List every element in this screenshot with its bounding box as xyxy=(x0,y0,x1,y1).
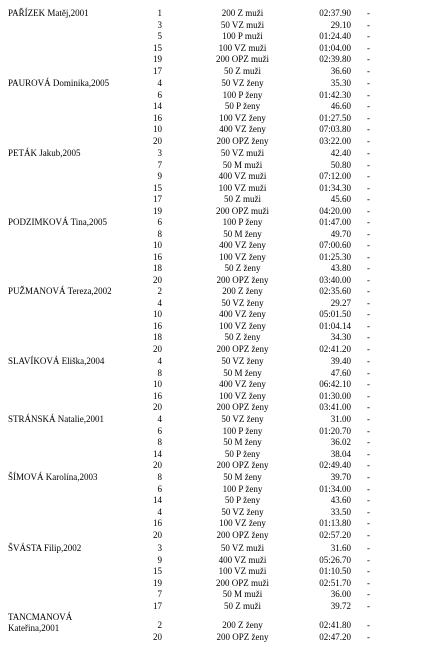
event-number: 6 xyxy=(157,89,162,100)
entry-mark: - xyxy=(367,42,370,53)
entry-mark: - xyxy=(367,31,370,42)
entry-time: 03:41.00 xyxy=(319,402,351,413)
event-name: 200 OPZ ženy xyxy=(216,135,269,146)
entry-mark: - xyxy=(367,240,370,251)
entry-time: 50.80 xyxy=(330,159,351,170)
event-name: 400 VZ muži xyxy=(218,171,267,182)
event-name: 400 VZ ženy xyxy=(219,240,266,251)
entry-mark: - xyxy=(367,332,370,343)
event-number: 20 xyxy=(153,529,162,540)
entry-mark: - xyxy=(367,135,370,146)
entry-mark: - xyxy=(367,506,370,517)
entry-mark: - xyxy=(367,89,370,100)
event-name: 50 M ženy xyxy=(223,472,262,482)
entry-row xyxy=(0,391,446,402)
event-name: 100 P muži xyxy=(222,31,263,42)
event-name: 50 P ženy xyxy=(224,495,261,506)
entry-time: 02:41.80 xyxy=(319,620,351,630)
event-number: 6 xyxy=(157,217,162,227)
event-number: 16 xyxy=(153,390,162,401)
entry-row xyxy=(0,566,446,577)
athlete-name: PAŘÍZEK Matěj,2001 xyxy=(8,8,89,18)
event-number: 14 xyxy=(153,448,162,459)
entry-row xyxy=(0,620,446,631)
event-name: 200 OPZ ženy xyxy=(216,402,269,413)
event-name: 50 P ženy xyxy=(224,448,261,459)
event-name: 200 OPZ ženy xyxy=(216,529,269,540)
athlete-name: STRÁNSKÁ Natalie,2001 xyxy=(8,414,104,424)
entry-time: 04:20.00 xyxy=(319,205,351,216)
event-number: 4 xyxy=(157,506,162,517)
entry-time: 07:00.60 xyxy=(319,240,351,251)
entry-mark: - xyxy=(367,518,370,529)
athlete-block xyxy=(0,148,446,221)
entry-time: 33.50 xyxy=(330,506,351,517)
athlete-name: ŠVÁSTA Filip,2002 xyxy=(8,543,82,553)
entry-row xyxy=(0,530,446,541)
event-number: 16 xyxy=(153,251,162,262)
entry-mark: - xyxy=(367,367,370,378)
entry-row xyxy=(0,54,446,65)
entry-time: 49.70 xyxy=(330,228,351,239)
entry-time: 36.00 xyxy=(330,589,351,600)
entry-time: 46.60 xyxy=(330,101,351,112)
entry-mark: - xyxy=(367,112,370,123)
entry-time: 47.60 xyxy=(330,367,351,378)
entry-mark: - xyxy=(367,343,370,354)
event-number: 7 xyxy=(157,159,162,170)
entry-mark: - xyxy=(367,600,370,611)
entry-row xyxy=(0,460,446,471)
entry-row xyxy=(0,217,446,228)
entry-row xyxy=(0,601,446,612)
entry-row xyxy=(0,379,446,390)
entry-mark: - xyxy=(367,543,370,553)
entry-time: 03:22.00 xyxy=(319,135,351,146)
event-number: 19 xyxy=(153,577,162,588)
entry-mark: - xyxy=(367,309,370,320)
event-name: 100 P ženy xyxy=(222,483,263,494)
entry-mark: - xyxy=(367,78,370,88)
event-name: 50 Z ženy xyxy=(224,332,261,343)
event-number: 6 xyxy=(157,483,162,494)
entry-time: 07:03.80 xyxy=(319,124,351,135)
entry-time: 01:30.00 xyxy=(319,390,351,401)
entry-row xyxy=(0,356,446,367)
event-number: 3 xyxy=(157,148,162,158)
event-name: 100 VZ ženy xyxy=(219,320,266,331)
entry-row xyxy=(0,194,446,205)
event-number: 3 xyxy=(157,543,162,553)
event-name: 100 VZ ženy xyxy=(219,390,266,401)
entry-time: 29.27 xyxy=(330,297,351,308)
entry-mark: - xyxy=(367,19,370,30)
event-number: 17 xyxy=(153,600,162,611)
event-name: 50 M ženy xyxy=(223,367,262,378)
event-name: 50 M muži xyxy=(222,159,263,170)
entry-time: 01:04.00 xyxy=(319,42,351,53)
athlete-name: PAUROVÁ Dominika,2005 xyxy=(8,78,110,88)
entry-mark: - xyxy=(367,251,370,262)
entry-row xyxy=(0,589,446,600)
entry-row xyxy=(0,31,446,42)
athlete-name: ŠÍMOVÁ Karolína,2003 xyxy=(8,472,98,482)
entry-time: 01:10.50 xyxy=(319,566,351,577)
event-name: 100 VZ muži xyxy=(218,42,267,53)
event-number: 20 xyxy=(153,274,162,285)
entry-time: 01:20.70 xyxy=(319,425,351,436)
entry-mark: - xyxy=(367,402,370,413)
athlete-block xyxy=(0,472,446,545)
entry-mark: - xyxy=(367,263,370,274)
entry-mark: - xyxy=(367,228,370,239)
athlete-name: SLAVÍKOVÁ Eliška,2004 xyxy=(8,356,105,366)
entry-row xyxy=(0,252,446,263)
event-name: 50 VZ muži xyxy=(220,543,265,553)
entry-time: 38.04 xyxy=(330,448,351,459)
entry-mark: - xyxy=(367,529,370,540)
entry-mark: - xyxy=(367,390,370,401)
entry-mark: - xyxy=(367,460,370,471)
event-number: 20 xyxy=(153,135,162,146)
event-name: 50 Z muži xyxy=(224,600,261,611)
entry-row xyxy=(0,8,446,19)
entry-mark: - xyxy=(367,620,370,630)
event-name: 50 VZ ženy xyxy=(221,506,264,517)
event-number: 4 xyxy=(157,356,162,366)
event-number: 8 xyxy=(157,228,162,239)
entry-mark: - xyxy=(367,379,370,390)
entry-row xyxy=(0,101,446,112)
athlete-name: TANCMANOVÁ Kateřina,2001 xyxy=(8,612,73,633)
entry-time: 01:13.80 xyxy=(319,518,351,529)
entry-time: 02:41.20 xyxy=(319,343,351,354)
event-number: 5 xyxy=(157,31,162,42)
entry-row xyxy=(0,309,446,320)
athlete-block xyxy=(0,217,446,290)
entry-time: 34.30 xyxy=(330,332,351,343)
event-number: 20 xyxy=(153,343,162,354)
event-name: 50 M muži xyxy=(222,589,263,600)
entry-mark: - xyxy=(367,297,370,308)
entry-time: 02:37.90 xyxy=(319,8,351,18)
event-number: 10 xyxy=(153,309,162,320)
entry-row xyxy=(0,136,446,147)
entry-time: 02:49.40 xyxy=(319,460,351,471)
entry-mark: - xyxy=(367,159,370,170)
entry-time: 01:34.00 xyxy=(319,483,351,494)
entry-row xyxy=(0,484,446,495)
event-number: 8 xyxy=(157,472,162,482)
entry-time: 43.80 xyxy=(330,263,351,274)
entry-time: 31.00 xyxy=(330,414,351,424)
event-name: 100 VZ ženy xyxy=(219,251,266,262)
event-name: 100 P ženy xyxy=(222,217,263,227)
entry-time: 31.60 xyxy=(330,543,351,553)
entry-time: 01:27.50 xyxy=(319,112,351,123)
athlete-name: PUŽMANOVÁ Tereza,2002 xyxy=(8,286,112,296)
entry-row xyxy=(0,66,446,77)
entry-row xyxy=(0,286,446,297)
event-number: 14 xyxy=(153,101,162,112)
event-number: 4 xyxy=(157,297,162,308)
event-number: 16 xyxy=(153,518,162,529)
entry-time: 02:51.70 xyxy=(319,577,351,588)
entry-mark: - xyxy=(367,54,370,65)
entry-row xyxy=(0,298,446,309)
event-number: 18 xyxy=(153,332,162,343)
event-number: 15 xyxy=(153,42,162,53)
event-name: 50 VZ muži xyxy=(220,148,265,158)
event-name: 50 VZ ženy xyxy=(221,356,264,366)
event-name: 400 VZ ženy xyxy=(219,124,266,135)
event-number: 6 xyxy=(157,425,162,436)
event-name: 200 OPZ ženy xyxy=(216,274,269,285)
entry-row xyxy=(0,20,446,31)
entry-time: 02:35.60 xyxy=(319,286,351,296)
entry-row xyxy=(0,113,446,124)
event-number: 20 xyxy=(153,460,162,471)
entry-row xyxy=(0,148,446,159)
event-number: 8 xyxy=(157,437,162,448)
event-number: 10 xyxy=(153,124,162,135)
athlete-block xyxy=(0,543,446,616)
entry-mark: - xyxy=(367,414,370,424)
event-number: 7 xyxy=(157,589,162,600)
event-name: 400 VZ ženy xyxy=(219,309,266,320)
athlete-block xyxy=(0,612,446,647)
event-number: 19 xyxy=(153,54,162,65)
entry-row xyxy=(0,171,446,182)
entry-row xyxy=(0,90,446,101)
event-name: 100 P ženy xyxy=(222,89,263,100)
entry-mark: - xyxy=(367,483,370,494)
event-number: 16 xyxy=(153,112,162,123)
athlete-name: PODZIMKOVÁ Tina,2005 xyxy=(8,217,108,227)
entry-row xyxy=(0,263,446,274)
event-number: 15 xyxy=(153,182,162,193)
event-number: 3 xyxy=(157,19,162,30)
entry-row xyxy=(0,555,446,566)
event-name: 50 VZ ženy xyxy=(221,414,264,424)
event-number: 9 xyxy=(157,554,162,565)
entry-mark: - xyxy=(367,124,370,135)
entry-mark: - xyxy=(367,8,370,18)
event-name: 200 OPZ ženy xyxy=(216,460,269,471)
event-name: 400 VZ muži xyxy=(218,554,267,565)
entry-row xyxy=(0,472,446,483)
event-name: 200 Z muži xyxy=(221,8,264,18)
entry-row xyxy=(0,321,446,332)
event-name: 100 P ženy xyxy=(222,425,263,436)
entry-mark: - xyxy=(367,217,370,227)
event-name: 50 Z muži xyxy=(224,65,261,76)
event-name: 400 VZ ženy xyxy=(219,379,266,390)
entry-time: 02:57.20 xyxy=(319,529,351,540)
entry-row xyxy=(0,183,446,194)
event-number: 20 xyxy=(153,402,162,413)
athlete-name: PETÁK Jakub,2005 xyxy=(8,148,81,158)
entry-time: 39.72 xyxy=(330,600,351,611)
event-name: 200 Z ženy xyxy=(222,286,263,296)
event-name: 50 VZ ženy xyxy=(221,78,264,88)
event-name: 200 OPZ muži xyxy=(216,54,269,65)
entry-row xyxy=(0,43,446,54)
athlete-block xyxy=(0,286,446,359)
entry-row xyxy=(0,124,446,135)
entry-mark: - xyxy=(367,65,370,76)
entry-row xyxy=(0,78,446,89)
entry-time: 39.70 xyxy=(330,472,351,482)
event-number: 10 xyxy=(153,379,162,390)
entry-row xyxy=(0,543,446,554)
entry-row xyxy=(0,495,446,506)
event-number: 14 xyxy=(153,495,162,506)
entry-mark: - xyxy=(367,448,370,459)
entry-row xyxy=(0,332,446,343)
entry-mark: - xyxy=(367,148,370,158)
event-name: 200 OPZ ženy xyxy=(216,343,269,354)
event-number: 17 xyxy=(153,65,162,76)
entry-mark: - xyxy=(367,472,370,482)
event-number: 17 xyxy=(153,194,162,205)
entry-mark: - xyxy=(367,205,370,216)
entry-row xyxy=(0,240,446,251)
event-number: 2 xyxy=(157,620,162,630)
entry-row xyxy=(0,449,446,460)
entry-time: 05:01.50 xyxy=(319,309,351,320)
entry-mark: - xyxy=(367,194,370,205)
entry-mark: - xyxy=(367,554,370,565)
event-name: 50 P ženy xyxy=(224,101,261,112)
entry-mark: - xyxy=(367,171,370,182)
entry-row xyxy=(0,578,446,589)
entry-mark: - xyxy=(367,425,370,436)
entry-row xyxy=(0,507,446,518)
event-number: 18 xyxy=(153,263,162,274)
entry-time: 05:26.70 xyxy=(319,554,351,565)
event-name: 100 VZ ženy xyxy=(219,112,266,123)
entry-mark: - xyxy=(367,495,370,506)
event-name: 50 M ženy xyxy=(223,437,262,448)
event-number: 2 xyxy=(157,286,162,296)
entry-time: 36.60 xyxy=(330,65,351,76)
entry-row xyxy=(0,275,446,286)
entry-mark: - xyxy=(367,631,370,642)
event-name: 200 OPZ ženy xyxy=(216,631,269,642)
entry-time: 01:25.30 xyxy=(319,251,351,262)
entry-row xyxy=(0,160,446,171)
entry-time: 03:40.00 xyxy=(319,274,351,285)
athlete-block xyxy=(0,8,446,81)
event-name: 200 OPZ muži xyxy=(216,205,269,216)
entry-row xyxy=(0,402,446,413)
entry-row xyxy=(0,414,446,425)
entry-mark: - xyxy=(367,101,370,112)
entry-mark: - xyxy=(367,182,370,193)
entry-time: 29.10 xyxy=(330,19,351,30)
entry-mark: - xyxy=(367,286,370,296)
entry-mark: - xyxy=(367,356,370,366)
entry-mark: - xyxy=(367,577,370,588)
entry-time: 02:47.20 xyxy=(319,631,351,642)
entry-time: 06:42.10 xyxy=(319,379,351,390)
entry-row xyxy=(0,632,446,643)
entry-time: 45.60 xyxy=(330,194,351,205)
entry-time: 39.40 xyxy=(330,356,351,366)
entry-mark: - xyxy=(367,274,370,285)
entry-mark: - xyxy=(367,437,370,448)
event-number: 8 xyxy=(157,367,162,378)
event-name: 50 VZ muži xyxy=(220,19,265,30)
event-number: 16 xyxy=(153,320,162,331)
entry-row xyxy=(0,426,446,437)
entry-time: 02:39.80 xyxy=(319,54,351,65)
entry-time: 01:24.40 xyxy=(319,31,351,42)
entry-time: 43.60 xyxy=(330,495,351,506)
entry-row xyxy=(0,206,446,217)
event-number: 4 xyxy=(157,414,162,424)
event-name: 50 VZ ženy xyxy=(221,297,264,308)
entry-time: 01:42.30 xyxy=(319,89,351,100)
entry-time: 01:34.30 xyxy=(319,182,351,193)
entry-time: 01:04.14 xyxy=(319,320,351,331)
event-number: 20 xyxy=(153,631,162,642)
entry-row xyxy=(0,344,446,355)
event-name: 50 M ženy xyxy=(223,228,262,239)
event-number: 19 xyxy=(153,205,162,216)
athlete-block xyxy=(0,356,446,418)
event-name: 100 VZ muži xyxy=(218,566,267,577)
event-name: 50 Z ženy xyxy=(224,263,261,274)
entry-time: 36.02 xyxy=(330,437,351,448)
event-name: 50 Z muži xyxy=(224,194,261,205)
entry-time: 01:47.00 xyxy=(319,217,351,227)
entry-time: 07:12.00 xyxy=(319,171,351,182)
athlete-block xyxy=(0,414,446,476)
entry-mark: - xyxy=(367,589,370,600)
entry-time: 35.30 xyxy=(330,78,351,88)
entry-row xyxy=(0,229,446,240)
entry-mark: - xyxy=(367,566,370,577)
event-name: 100 VZ muži xyxy=(218,182,267,193)
event-name: 100 VZ ženy xyxy=(219,518,266,529)
entry-time: 42.40 xyxy=(330,148,351,158)
entry-row xyxy=(0,518,446,529)
event-number: 9 xyxy=(157,171,162,182)
athlete-block xyxy=(0,78,446,151)
entry-row xyxy=(0,368,446,379)
event-name: 200 Z ženy xyxy=(222,620,263,630)
event-number: 15 xyxy=(153,566,162,577)
entry-row xyxy=(0,437,446,448)
event-number: 4 xyxy=(157,78,162,88)
event-number: 1 xyxy=(157,8,162,18)
event-name: 200 OPZ muži xyxy=(216,577,269,588)
entry-mark: - xyxy=(367,320,370,331)
event-number: 10 xyxy=(153,240,162,251)
